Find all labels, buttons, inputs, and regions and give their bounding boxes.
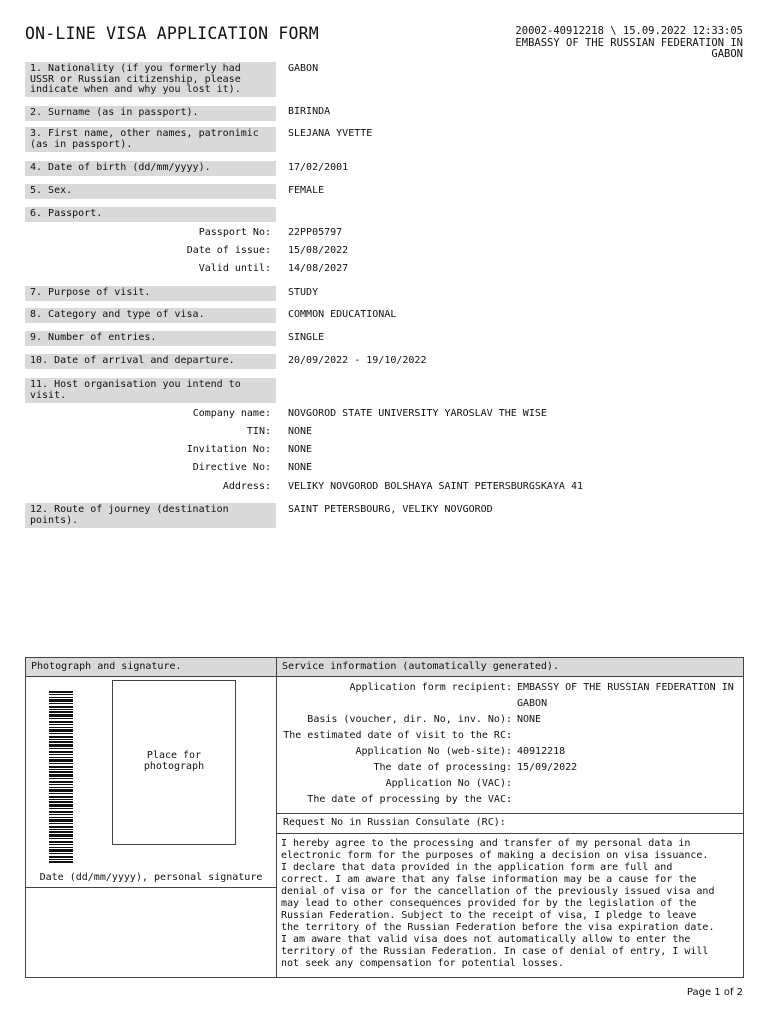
- barcode-bar: [49, 826, 73, 828]
- purpose-value: STUDY: [288, 287, 319, 298]
- basis-label: Basis (voucher, dir. No, inv. No):: [307, 714, 512, 725]
- barcode-bar: [49, 789, 73, 792]
- photo-placeholder-text: Place for photograph: [143, 750, 205, 772]
- dob-label: 4. Date of birth (dd/mm/yyyy).: [25, 161, 276, 176]
- processing-date-label: The date of processing:: [373, 762, 512, 773]
- dates-value: 20/09/2022 - 19/10/2022: [288, 355, 427, 366]
- category-value: COMMON EDUCATIONAL: [288, 309, 397, 320]
- barcode-bar: [49, 748, 73, 749]
- basis-value: NONE: [517, 714, 542, 725]
- barcode-bar: [49, 769, 73, 770]
- barcode-bar: [49, 793, 73, 794]
- page-title: ON-LINE VISA APPLICATION FORM: [25, 24, 319, 43]
- address-label: Address:: [222, 481, 271, 492]
- request-bottom-divider: [277, 833, 743, 834]
- app-no-web-value: 40912218: [517, 746, 566, 757]
- barcode-bar: [49, 801, 73, 803]
- barcode-bar: [49, 853, 73, 854]
- barcode-bar: [49, 714, 73, 717]
- entries-label: 9. Number of entries.: [25, 331, 276, 346]
- invitation-value: NONE: [288, 444, 313, 455]
- barcode-bar: [49, 841, 73, 843]
- barcode-bar: [49, 759, 73, 762]
- barcode-bar: [49, 844, 73, 845]
- barcode-bar: [49, 829, 73, 830]
- barcode-bar: [49, 838, 73, 839]
- header-divider: [26, 676, 743, 677]
- barcode-bar: [49, 861, 73, 863]
- barcode-bar: [49, 859, 73, 860]
- reference-line: 20002-40912218 \ 15.09.2022 12:33:05: [515, 25, 743, 37]
- dates-label: 10. Date of arrival and departure.: [25, 354, 276, 369]
- embassy-line-2: GABON: [711, 48, 743, 60]
- route-label: 12. Route of journey (destination points).: [25, 503, 276, 528]
- barcode-bar: [49, 834, 73, 837]
- barcode-bar: [49, 706, 73, 708]
- barcode-bar: [49, 699, 73, 702]
- recipient-label: Application form recipient:: [349, 682, 512, 693]
- barcode-bar: [49, 774, 73, 777]
- barcode-bar: [49, 847, 73, 848]
- valid-until-label: Valid until:: [198, 263, 271, 274]
- barcode-bar: [49, 766, 73, 768]
- service-table: [25, 657, 744, 978]
- vac-processing-label: The date of processing by the VAC:: [307, 794, 512, 805]
- barcode-bar: [49, 784, 73, 785]
- barcode-bar: [49, 771, 73, 773]
- photo-section-header: Photograph and signature.: [26, 658, 276, 676]
- tin-value: NONE: [288, 426, 313, 437]
- app-no-vac-label: Application No (VAC):: [385, 778, 512, 789]
- passport-no-value: 22PP05797: [288, 227, 343, 238]
- host-label: 11. Host organisation you intend to visit.: [25, 378, 276, 403]
- embassy-line-1: EMBASSY OF THE RUSSIAN FEDERATION IN: [515, 36, 743, 49]
- barcode-bar: [49, 729, 73, 732]
- photo-placeholder: [112, 680, 236, 845]
- signature-caption: Date (dd/mm/yyyy), personal signature: [39, 872, 263, 883]
- firstname-value: SLEJANA YVETTE: [288, 128, 373, 139]
- tin-label: TIN:: [246, 426, 271, 437]
- address-value: VELIKY NOVGOROD BOLSHAYA SAINT PETERSBURGSKAYA 41: [288, 481, 584, 492]
- nationality-label: 1. Nationality (if you formerly had USSR or Russian citizenship, please indicate when and why you lost it).: [25, 62, 276, 97]
- sex-label: 5. Sex.: [25, 184, 276, 199]
- barcode-bar: [49, 757, 73, 758]
- app-no-web-label: Application No (web-site):: [355, 746, 512, 757]
- barcode-bar: [49, 754, 73, 755]
- company-value: NOVGOROD STATE UNIVERSITY YAROSLAV THE WISE: [288, 408, 547, 419]
- consent-text: I hereby agree to the processing and transfer of my personal data in electronic form for the purposes of making a decision on visa issuance. I declare that data provided in the application form are full and correct. I am aware that any false information may be a cause for the denial of visa or for the cancellation of the previously issued visa and may lead to other consequences provided for by the legislation of the Russian Federation. Subject to the receipt of visa, I pledge to leave the territory of the Russian Federation before the visa expiration date. I am aware that valid visa does not automatically allow to enter the territory of the Russian Federation. In case of denial of entry, I will not seek any compensation for potential losses.: [281, 838, 715, 969]
- barcode-bar: [49, 819, 73, 822]
- barcode-bar: [49, 727, 73, 728]
- passport-label: 6. Passport.: [25, 207, 276, 222]
- passport-no-label: Passport No:: [198, 227, 271, 238]
- page-number: Page 1 of 2: [686, 987, 743, 998]
- directive-value: NONE: [288, 462, 313, 473]
- barcode-bar: [49, 811, 73, 813]
- barcode-image: [49, 691, 73, 863]
- barcode-bar: [49, 796, 73, 798]
- nationality-value: GABON: [288, 63, 319, 74]
- barcode-bar: [49, 733, 73, 734]
- purpose-label: 7. Purpose of visit.: [25, 286, 276, 301]
- barcode-bar: [49, 856, 73, 858]
- barcode-bar: [49, 823, 73, 824]
- barcode-bar: [49, 694, 73, 695]
- issue-date-label: Date of issue:: [186, 245, 271, 256]
- barcode-bar: [49, 781, 73, 783]
- barcode-bar: [49, 817, 73, 818]
- barcode-bar: [49, 709, 73, 710]
- service-section-header: Service information (automatically generated).: [277, 658, 743, 676]
- barcode-bar: [49, 808, 73, 809]
- request-no-label: Request No in Russian Consulate (RC):: [283, 817, 506, 828]
- barcode-bar: [49, 741, 73, 743]
- recipient-value-line1: EMBASSY OF THE RUSSIAN FEDERATION IN: [517, 682, 734, 693]
- barcode-bar: [49, 849, 73, 852]
- barcode-bar: [49, 778, 73, 779]
- estimated-date-label: The estimated date of visit to the RC:: [283, 730, 512, 741]
- barcode-bar: [49, 736, 73, 738]
- barcode-bar: [49, 697, 73, 698]
- invitation-label: Invitation No:: [186, 444, 271, 455]
- barcode-bar: [49, 721, 73, 723]
- barcode-bar: [49, 804, 73, 807]
- barcode-bar: [49, 739, 73, 740]
- category-label: 8. Category and type of visa.: [25, 308, 276, 323]
- barcode-bar: [49, 787, 73, 788]
- barcode-bar: [49, 711, 73, 713]
- company-label: Company name:: [192, 408, 271, 419]
- dob-value: 17/02/2001: [288, 162, 349, 173]
- barcode-bar: [49, 831, 73, 833]
- barcode-bar: [49, 724, 73, 725]
- request-top-divider: [277, 813, 743, 814]
- sex-value: FEMALE: [288, 185, 325, 196]
- directive-label: Directive No:: [192, 462, 271, 473]
- barcode-bar: [49, 691, 73, 693]
- service-labels: [277, 680, 512, 805]
- processing-date-value: 15/09/2022: [517, 762, 578, 773]
- barcode-bar: [49, 718, 73, 719]
- signature-area: [26, 888, 276, 977]
- recipient-value-line2: GABON: [517, 698, 548, 709]
- surname-value: BIRINDA: [288, 106, 331, 117]
- barcode-bar: [49, 744, 73, 747]
- barcode-bar: [49, 763, 73, 764]
- surname-label: 2. Surname (as in passport).: [25, 106, 276, 121]
- firstname-label: 3. First name, other names, patronimic (as in passport).: [25, 127, 276, 152]
- header-meta: [515, 26, 743, 61]
- issue-date-value: 15/08/2022: [288, 245, 349, 256]
- entries-value: SINGLE: [288, 332, 325, 343]
- barcode-bar: [49, 799, 73, 800]
- barcode-bar: [49, 814, 73, 815]
- route-value: SAINT PETERSBOURG, VELIKY NOVGOROD: [288, 504, 493, 515]
- barcode-bar: [49, 751, 73, 753]
- barcode-bar: [49, 703, 73, 704]
- valid-until-value: 14/08/2027: [288, 263, 349, 274]
